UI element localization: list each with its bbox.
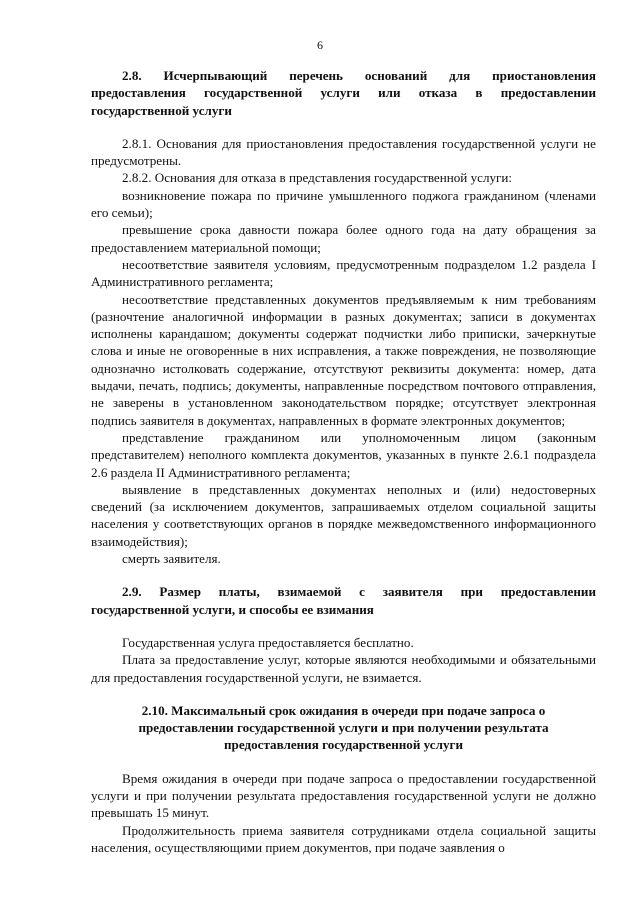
paragraph-2-8-1: 2.8.1. Основания для приостановления предоставления государственной услуги не предусмотрены. (91, 135, 596, 169)
spacer (91, 567, 596, 583)
section-2-10-heading: 2.10. Максимальный срок ожидания в очереди при подаче запроса о предоставлении государственной услуги и при получении результата предоставления государственной услуги (138, 702, 549, 753)
refusal-reason-unreliable-data: выявление в представленных документах неполных и (или) недостоверных сведений (за исключением документов, запрашиваемых отделом социальной защиты населения у соответствующих органов в порядке межведомственного информационного взаимодействия); (91, 481, 596, 549)
page-number: 6 (317, 38, 323, 52)
paragraph-reception-duration: Продолжительность приема заявителя сотрудниками отдела социальной защиты населения, осуществляющими прием документов, при подаче заявления о (91, 822, 596, 855)
paragraph-free-of-charge: Государственная услуга предоставляется бесплатно. (122, 634, 414, 650)
spacer (91, 754, 596, 770)
section-2-9-heading: 2.9. Размер платы, взимаемой с заявителя при предоставлении государственной услуги, и способы ее взимания (91, 584, 596, 617)
paragraph-no-fee: Плата за предоставление услуг, которые являются необходимыми и обязательными для предоставления государственной услуги, не взимается. (91, 652, 596, 685)
paragraph-waiting-time: Время ожидания в очереди при подаче запроса о предоставлении государственной услуги и при получении результата предоставления государственной услуги не должно превышать 15 минут. (91, 770, 596, 821)
paragraph-2-8-2: 2.8.2. Основания для отказа в представления государственной услуги: (122, 170, 513, 186)
spacer (91, 618, 596, 634)
spacer (91, 119, 596, 135)
refusal-reason-incomplete-documents: представление гражданином или уполномоченным лицом (законным представителем) неполного комплекта документов, указанных в пункте 2.6.1 подраздела 2.6 раздела II Административного регламента; (91, 429, 596, 480)
section-2-8-heading: 2.8. Исчерпывающий перечень оснований для приостановления предоставления государственной услуги или отказа в предоставлении государственной услуги (91, 68, 596, 118)
refusal-reason-death: смерть заявителя. (122, 551, 221, 567)
refusal-reason-document-requirements: несоответствие представленных документов предъявляемым к ним требованиям (разночтение аналогичной информации в разных документах; записи в документах исполнены карандашом; документы содержат подчистки либо приписки, зачеркнутые слова и иные не оговоренные в них исправления, а также повреждения, не позволяющие однозначно истолковать содержание, отсутствуют реквизиты документа: номер, дата выдачи, печать, подпись; документы, направленные посредством почтового отправления, не заверены в установленном законодательством порядке; отсутствует электронная подпись заявителя в документах, направленных в формате электронных документов; (91, 291, 596, 428)
spacer (91, 686, 596, 702)
refusal-reason-fire-arson: возникновение пожара по причине умышленного поджога гражданином (членами его семьи); (91, 187, 596, 221)
refusal-reason-limitation-period: превышение срока давности пожара более одного года на дату обращения за предоставлением материальной помощи; (91, 222, 596, 255)
refusal-reason-applicant-conditions: несоответствие заявителя условиям, предусмотренным подразделом 1.2 раздела I Административного регламента; (91, 256, 596, 290)
document-body (91, 67, 596, 856)
